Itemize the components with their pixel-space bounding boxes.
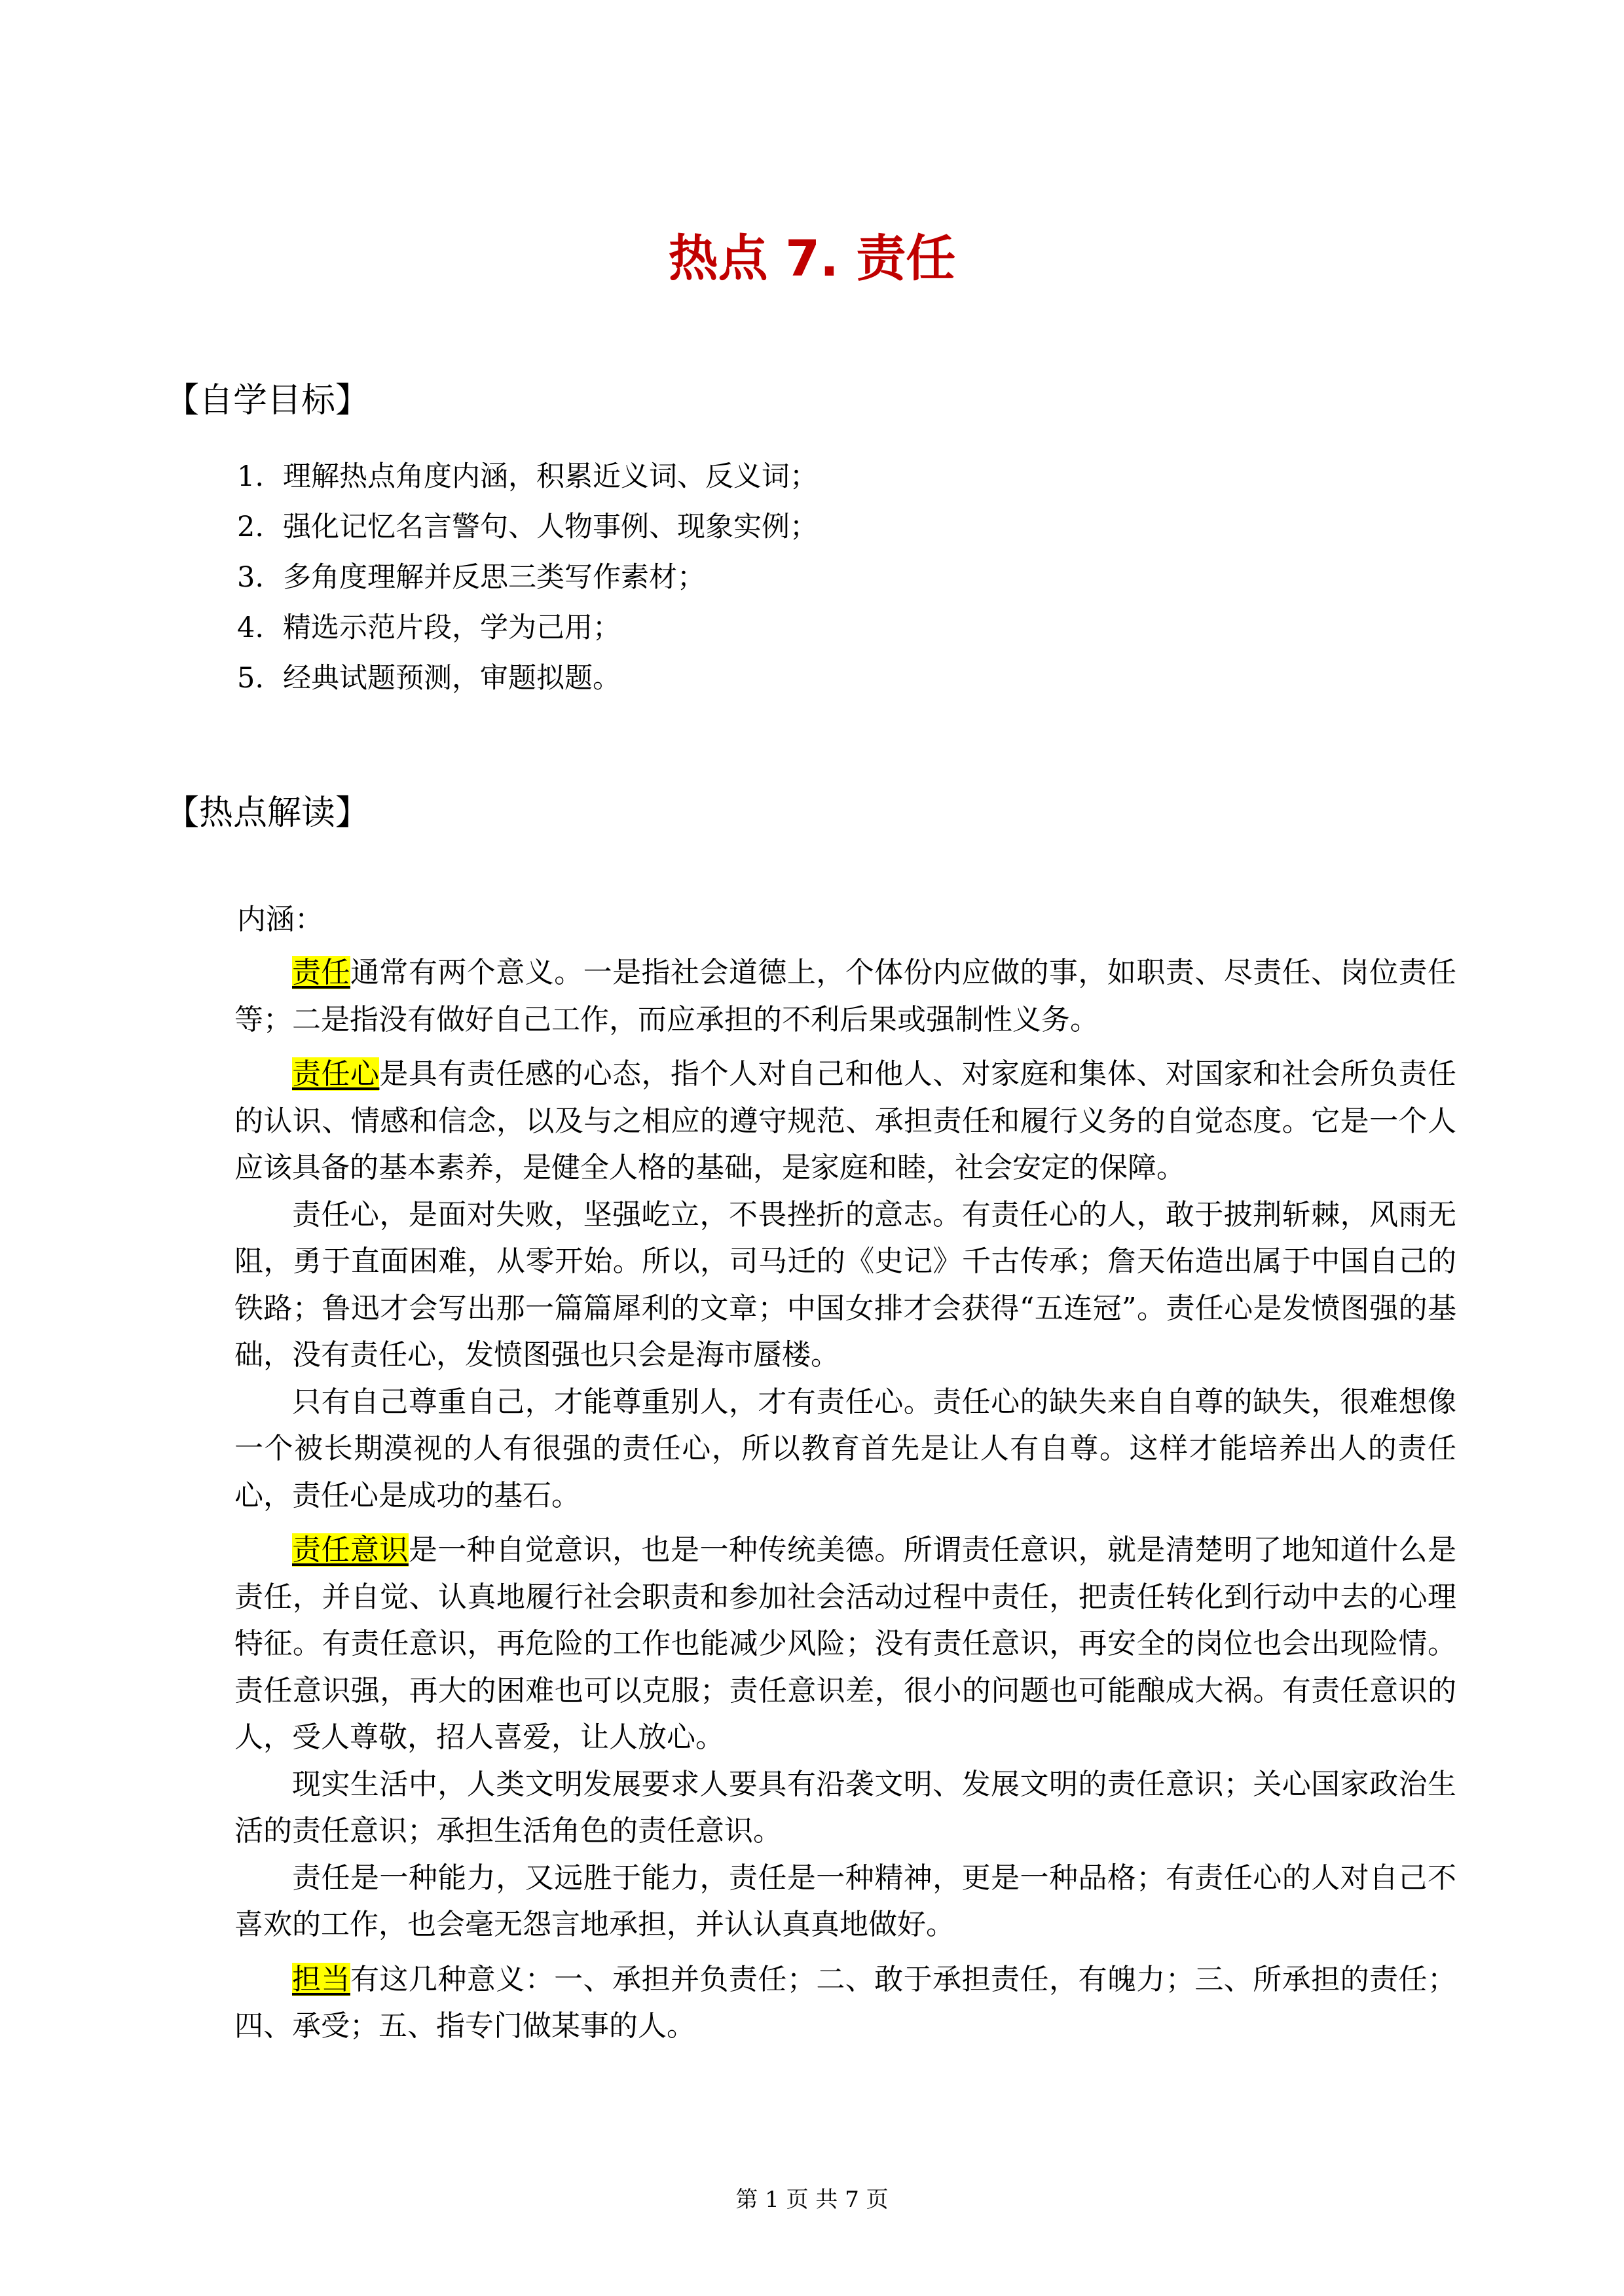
interpretation-body	[234, 949, 1456, 2050]
goals-list	[237, 452, 818, 704]
self-study-heading: 【自学目标】	[165, 381, 370, 420]
paragraph-sense-of-responsibility	[234, 1051, 1456, 1192]
goal-item	[237, 553, 818, 603]
highlighted-term: 责任心	[292, 1057, 380, 1091]
connotation-subheading: 内涵：	[237, 903, 323, 936]
goal-item	[237, 603, 818, 653]
goal-text: 强化记忆名言警句、人物事例、现象实例；	[283, 511, 818, 543]
page-title: 热点 7. 责任	[668, 229, 956, 287]
paragraph-text-block	[234, 1379, 1456, 1520]
paragraph-responsibility	[234, 949, 1456, 1043]
goal-item	[237, 653, 818, 704]
goal-number: 3.	[237, 561, 265, 594]
goal-text: 经典试题预测，审题拟题。	[283, 662, 621, 695]
paragraph-text: 是具有责任感的心态，指个人对自己和他人、对家庭和集体、对国家和社会所负责任的认识、情感和信念，以及与之相应的遵守规范、承担责任和履行义务的自觉态度。它是一个人应该具备的基本素养，是健全人格的基础，是家庭和睦，社会安定的保障。	[234, 1057, 1457, 1184]
goal-text: 理解热点角度内涵，积累近义词、反义词；	[283, 460, 818, 493]
paragraph-text: 现实生活中，人类文明发展要求人要具有沿袭文明、发展文明的责任意识；关心国家政治生活的责任意识；承担生活角色的责任意识。	[234, 1767, 1456, 1848]
goal-number: 5.	[237, 662, 265, 695]
paragraph-text-block	[234, 1761, 1456, 1855]
paragraph-responsibility-awareness	[234, 1527, 1456, 1761]
goal-text: 精选示范片段，学为己用；	[283, 611, 621, 644]
highlighted-term: 责任	[292, 956, 350, 989]
paragraph-text: 责任是一种能力，又远胜于能力，责任是一种精神，更是一种品格；有责任心的人对自己不喜欢的工作，也会毫无怨言地承担，并认认真真地做好。	[234, 1861, 1456, 1941]
paragraph-taking-on	[234, 1956, 1456, 2050]
paragraph-text: 通常有两个意义。一是指社会道德上，个体份内应做的事，如职责、尽责任、岗位责任等；二是指没有做好自己工作，而应承担的不利后果或强制性义务。	[234, 956, 1457, 1036]
highlighted-term: 责任意识	[292, 1533, 409, 1567]
paragraph-text-block	[234, 1192, 1456, 1379]
goal-text: 多角度理解并反思三类写作素材；	[283, 561, 705, 594]
goal-item	[237, 452, 818, 502]
page-footer: 第 1 页 共 7 页	[735, 2187, 889, 2213]
paragraph-text: 有这几种意义：一、承担并负责任；二、敢于承担责任，有魄力；三、所承担的责任；四、承受；五、指专门做某事的人。	[234, 1962, 1457, 2043]
paragraph-text: 只有自己尊重自己，才能尊重别人，才有责任心。责任心的缺失来自自尊的缺失，很难想像一个被长期漠视的人有很强的责任心，所以教育首先是让人有自尊。这样才能培养出人的责任心，责任心是成功的基石。	[234, 1385, 1456, 1512]
goal-number: 1.	[237, 460, 265, 493]
goal-item	[237, 502, 818, 553]
paragraph-text: 是一种自觉意识，也是一种传统美德。所谓责任意识，就是清楚明了地知道什么是责任，并自觉、认真地履行社会职责和参加社会活动过程中责任，把责任转化到行动中去的心理特征。有责任意识，再危险的工作也能减少风险；没有责任意识，再安全的岗位也会出现险情。责任意识强，再大的困难也可以克服；责任意识差，很小的问题也可能酿成大祸。有责任意识的人，受人尊敬，招人喜爱，让人放心。	[234, 1533, 1457, 1754]
interpretation-heading: 【热点解读】	[165, 793, 370, 833]
paragraph-text-block	[234, 1855, 1456, 1948]
goal-number: 4.	[237, 611, 265, 644]
paragraph-text: 责任心，是面对失败，坚强屹立，不畏挫折的意志。有责任心的人，敢于披荆斩棘，风雨无阻，勇于直面困难，从零开始。所以，司马迁的《史记》千古传承；詹天佑造出属于中国自己的铁路；鲁迅才会写出那一篇篇犀利的文章；中国女排才会获得“五连冠”。责任心是发愤图强的基础，没有责任心，发愤图强也只会是海市蜃楼。	[234, 1197, 1456, 1372]
highlighted-term: 担当	[292, 1962, 350, 1996]
goal-number: 2.	[237, 511, 265, 543]
